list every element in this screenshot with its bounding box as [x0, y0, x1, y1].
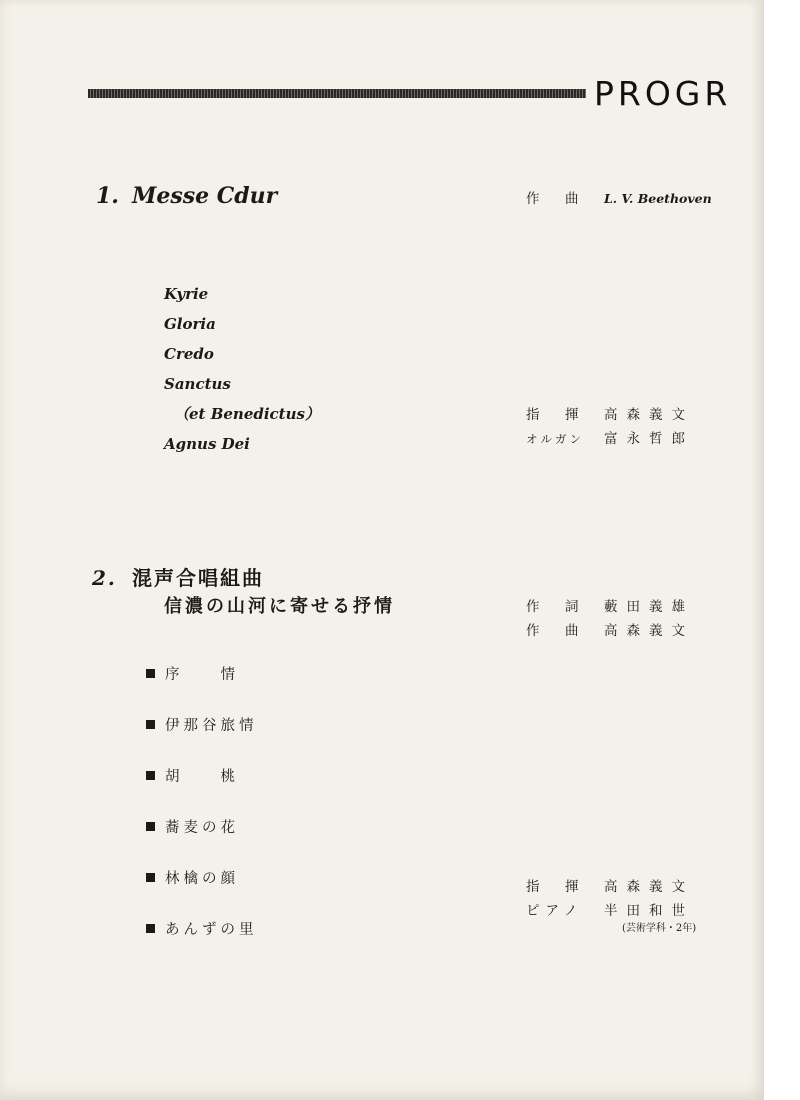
piece-title: 胡 桃	[165, 769, 239, 785]
movement-item: Sanctus	[164, 375, 231, 393]
square-bullet-icon	[146, 669, 155, 678]
movement-item: （et Benedictus）	[174, 405, 320, 423]
credit-name: 高森義文	[604, 407, 694, 423]
section1-composer-credit	[526, 187, 712, 207]
credit-role: 作 曲	[526, 623, 585, 639]
section1-work-title: Messe Cdur	[132, 183, 278, 209]
section1-organ-credit	[526, 427, 694, 447]
piece-title: 伊那谷旅情	[165, 718, 258, 734]
movement-item: Kyrie	[164, 285, 209, 303]
piece-item	[146, 868, 258, 919]
section1-number: 1.	[96, 183, 119, 209]
piece-title: 林檎の顔	[165, 871, 239, 887]
movement-item: Agnus Dei	[164, 435, 250, 453]
section1-title	[96, 183, 277, 209]
piece-item	[146, 817, 258, 868]
header-rule	[88, 89, 586, 98]
credit-role: 作 詞	[526, 599, 585, 615]
credit-name: 藪田義雄	[604, 599, 694, 615]
section2-piano-credit	[526, 899, 694, 919]
credit-role: 指 揮	[526, 879, 585, 895]
section2-conductor-credit	[526, 875, 694, 895]
section2-work-title: 混声合唱組曲	[132, 566, 264, 590]
credit-name: 半田和世	[604, 903, 694, 919]
credit-name: 高森義文	[604, 879, 694, 895]
section2-subtitle: 信濃の山河に寄せる抒情	[164, 596, 395, 617]
credit-name: 高森義文	[604, 623, 694, 639]
credit-name: L. V. Beethoven	[604, 191, 712, 206]
section2-title	[92, 562, 264, 591]
credit-name: 富永哲郎	[604, 431, 694, 447]
piece-title: 序 情	[165, 667, 239, 683]
piece-item	[146, 766, 258, 817]
piece-item	[146, 664, 258, 715]
square-bullet-icon	[146, 822, 155, 831]
program-heading: PROGR	[594, 74, 732, 113]
square-bullet-icon	[146, 720, 155, 729]
section1-movement-list	[164, 279, 320, 459]
piano-affiliation-note: (芸術学科・2年)	[622, 923, 697, 934]
square-bullet-icon	[146, 873, 155, 882]
piece-item	[146, 919, 258, 970]
movement-item: Credo	[164, 345, 214, 363]
movement-item: Gloria	[164, 315, 216, 333]
section2-number: 2.	[92, 566, 117, 590]
piece-title: あんずの里	[165, 922, 258, 938]
credit-role: オルガン	[526, 432, 584, 446]
piece-item	[146, 715, 258, 766]
section2-piece-list	[146, 664, 258, 970]
square-bullet-icon	[146, 771, 155, 780]
section2-composer-credit	[526, 619, 694, 639]
credit-role: 作 曲	[526, 191, 585, 207]
square-bullet-icon	[146, 924, 155, 933]
credit-role: 指 揮	[526, 407, 585, 423]
section1-conductor-credit	[526, 403, 694, 423]
section2-lyricist-credit	[526, 595, 694, 615]
piece-title: 蕎麦の花	[165, 820, 239, 836]
credit-role: ピアノ	[526, 903, 584, 919]
